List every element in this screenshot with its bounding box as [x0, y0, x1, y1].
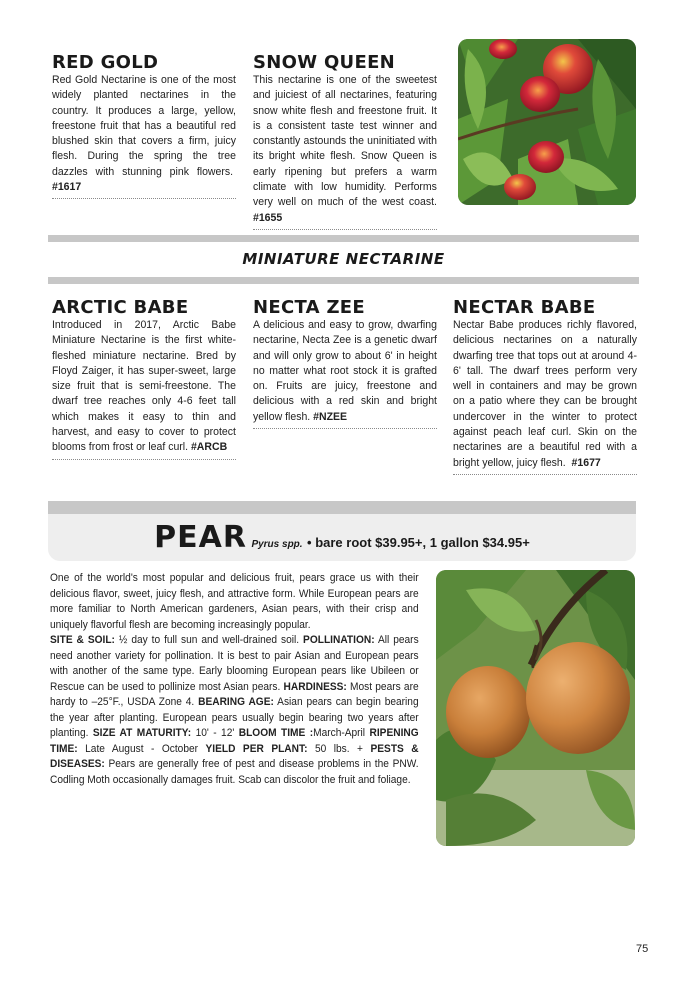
pear-price: • bare root $39.95+, 1 gallon $34.95+: [307, 535, 530, 550]
fact-text-bearing-age: Asian pears can begin bearing the year after planting. European pears usually begin bearing two years after planting.: [50, 696, 419, 739]
fact-text-pollination: All pears need another variety for pollination. It is best to pair Asian and European pears with another of the same type. Early blooming European pears like Ubileen or Rescue can be used to pollinize most Asian pears.: [50, 634, 419, 693]
fact-text-yield: 50 lbs. +: [314, 742, 363, 755]
fact-label-size: SIZE AT MATURITY:: [92, 727, 192, 739]
divider: [453, 474, 637, 475]
fact-text-site-soil: ½ day to full sun and well-drained soil.: [118, 634, 300, 646]
variety-necta-zee: [253, 298, 437, 429]
section-band-bottom: [48, 277, 639, 284]
divider: [52, 198, 236, 199]
variety-sku: #1655: [253, 211, 283, 224]
variety-name: NECTAR BABE: [453, 297, 596, 318]
nectarine-photo: [458, 39, 636, 205]
pear-title: PEAR: [154, 520, 247, 555]
variety-arctic-babe: [52, 298, 236, 460]
fact-label-ripening: RIPENING TIME:: [50, 727, 419, 755]
variety-nectar-babe: [453, 298, 637, 475]
variety-sku: #1617: [52, 181, 82, 194]
pear-band: [48, 501, 636, 514]
pear-photo: [436, 570, 635, 846]
variety-description: A delicious and easy to grow, dwarfing nectarine, Necta Zee is a genetic dwarf and will only grow to about 6' in height no matter what root stock it is grafted on. Fruits are juicy, freestone and delicious with a red skin and bright yellow flesh. #NZEE: [253, 319, 437, 423]
variety-description: Introduced in 2017, Arctic Babe Miniature Nectarine is the first white-fleshed miniature nectarine. Bred by Floyd Zaiger, it has super-sweet, large size fruit that is semi-freestone. The dwarf tree reaches only 4-6 feet tall which makes it easy to thin and harvest, and easy to cover to protect blooms from frost or leaf curl. #ARCB: [52, 319, 236, 454]
fact-label-bearing-age: BEARING AGE:: [198, 696, 274, 708]
variety-name: SNOW QUEEN: [253, 52, 396, 73]
fact-label-site-soil: SITE & SOIL:: [50, 634, 115, 646]
fact-text-size: 10' - 12': [195, 727, 235, 739]
fact-label-yield: YIELD PER PLANT:: [205, 742, 308, 755]
variety-description: Nectar Babe produces richly flavored, delicious nectarines on a naturally dwarfing tree that tops out at around 4-6' tall. The dwarf trees perform very well in containers and may be grown on a patio where they can be brought undercover in the winter to protect against peach leaf curl. Skin on the nectarines are a beautiful red with a bright yellow, juicy flesh. #1677: [453, 319, 637, 469]
fact-text-ripening: Late August - October: [85, 742, 199, 755]
section-title: MINIATURE NECTARINE: [242, 250, 445, 268]
pear-latin: Pyrus spp.: [251, 539, 303, 550]
pear-header: [48, 514, 636, 561]
variety-sku: #ARCB: [190, 441, 228, 454]
variety-name: NECTA ZEE: [253, 297, 365, 318]
page-number: 75: [636, 943, 649, 955]
variety-snow-queen: [253, 53, 437, 230]
divider: [253, 229, 437, 230]
variety-description: This nectarine is one of the sweetest and juiciest of all nectarines, featuring snow white flesh and freestone fruit. It is a consistent taste test winner and constantly astounds the uninitiated with its bright white flesh. Snow Queen is early ripening but prefers a warm climate with low humidity. Performs very well on much of the west coast. #1655: [253, 74, 437, 224]
section-band-top: [48, 235, 639, 242]
variety-name: ARCTIC BABE: [52, 297, 189, 318]
fact-label-bloom: BLOOM TIME :: [238, 727, 314, 739]
variety-sku: #NZEE: [313, 410, 348, 423]
fact-label-hardiness: HARDINESS:: [283, 680, 347, 693]
variety-description: Red Gold Nectarine is one of the most widely planted nectarines in the country. It produces a large, yellow, freestone fruit that has a beautiful red blushed skin that covers a firm, juicy flesh. During the spring the tree dazzles with stunning pink flowers. #1617: [52, 74, 236, 194]
pear-description: [50, 571, 419, 788]
fact-label-pests: PESTS & DISEASES:: [50, 742, 419, 770]
fact-text-hardiness: Most pears are hardy to –25°F., USDA Zone 4.: [50, 680, 419, 708]
divider: [52, 459, 236, 460]
pear-intro: One of the world's most popular and delicious fruit, pears grace us with their delicious flavor, sweet, juicy flesh, and attractive form. While European pears are more familiar to North American gardeners, Asian pears, with their crisp and uniquely flavorful flesh are becoming increasingly popular.: [50, 572, 419, 631]
variety-red-gold: [52, 53, 236, 199]
variety-sku: #1677: [571, 456, 601, 469]
variety-name: RED GOLD: [52, 52, 159, 73]
fact-text-bloom: March-April: [313, 727, 366, 739]
pear-body: [50, 571, 419, 788]
pear-image: [436, 570, 635, 846]
divider: [253, 428, 437, 429]
fact-label-pollination: POLLINATION:: [303, 634, 375, 646]
nectarine-image: [458, 39, 636, 205]
fact-text-pests: Pears are generally free of pest and disease problems in the PNW. Codling Moth occasionally damages fruit. Scab can discolor the fruit and foliage.: [50, 758, 419, 786]
